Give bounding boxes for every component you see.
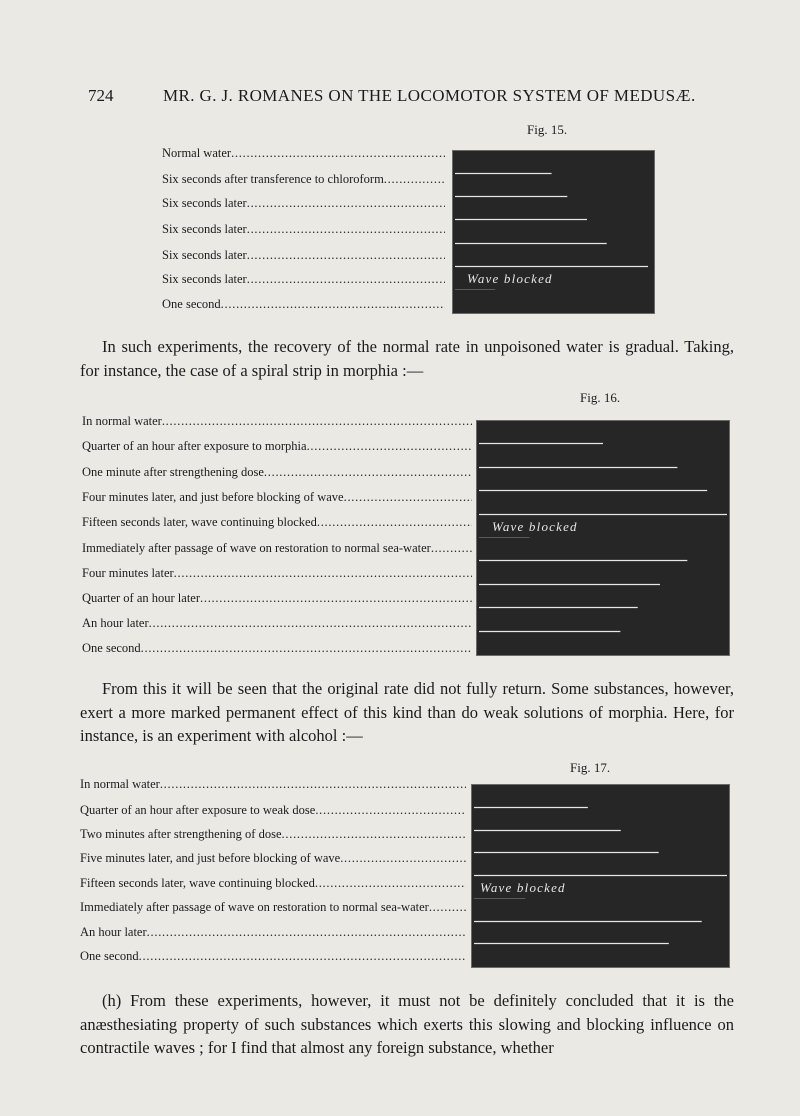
fig15-label: Fig. 15. (527, 122, 568, 137)
fig15-row: Six seconds after transference to chloroform . . . (162, 171, 445, 188)
fig15-row: Normal water . . . (162, 145, 445, 162)
fig17-traces (472, 785, 729, 967)
fig17-trace-panel (471, 784, 730, 968)
fig16-traces (477, 421, 729, 655)
fig17-row: Fifteen seconds later, wave continuing blocked . . . (80, 875, 466, 892)
fig17-row: Two minutes after strengthening of dose . . . (80, 826, 466, 843)
fig15-traces (453, 151, 654, 313)
fig17-row: Five minutes later, and just before blocking of wave . . . (80, 850, 466, 867)
fig15-row: Six seconds later . . . (162, 221, 445, 238)
fig17-row: Immediately after passage of wave on restoration to normal sea-water . . . (80, 899, 466, 916)
fig15-row: Six seconds later . . . (162, 195, 445, 212)
fig16-row: One second . . . (82, 640, 472, 657)
running-title: MR. G. J. ROMANES ON THE LOCOMOTOR SYSTEM OF MEDUSÆ. (163, 86, 696, 105)
fig15-row: Six seconds later . . . (162, 247, 445, 264)
fig17-label: Fig. 17. (570, 760, 611, 775)
fig16-row: One minute after strengthening dose . . . (82, 464, 472, 481)
paragraph-alcohol: From this it will be seen that the original rate did not fully return. Some substances, however, exert a more marked permanent effect of this kind than do weak solutions of morphia. Here, for instance, is an experiment with alcohol :— (80, 679, 734, 745)
fig16-row: Fifteen seconds later, wave continuing blocked . . . (82, 514, 472, 531)
fig17-row: An hour later . . . (80, 924, 466, 941)
page-number: 724 (88, 86, 114, 105)
fig15-trace-panel (452, 150, 655, 314)
fig16-row: Four minutes later . . . (82, 565, 472, 582)
fig17-row: Quarter of an hour after exposure to weak dose . . . (80, 802, 466, 819)
fig16-row: An hour later . . . (82, 615, 472, 632)
fig16-row: Immediately after passage of wave on restoration to normal sea-water . . . (82, 540, 472, 557)
fig15-row: One second . . . (162, 296, 445, 313)
fig16-label: Fig. 16. (580, 390, 621, 405)
fig17-wave-blocked-annotation: Wave blocked (480, 880, 566, 895)
paragraph-recovery: In such experiments, the recovery of the normal rate in unpoisoned water is gradual. Taking, for instance, the case of a spiral strip in morphia :— (80, 337, 734, 380)
fig16-trace-panel (476, 420, 730, 656)
fig17-row: One second . . . (80, 948, 466, 965)
fig16-row: Four minutes later, and just before blocking of wave . . . (82, 489, 472, 506)
fig16-row: Quarter of an hour after exposure to morphia . . . (82, 438, 472, 455)
fig16-row: In normal water . . . (82, 413, 472, 430)
fig16-row: Quarter of an hour later . . . (82, 590, 472, 607)
fig17-row: In normal water . . . (80, 776, 466, 793)
fig15-wave-blocked-annotation: Wave blocked (467, 271, 553, 286)
fig16-wave-blocked-annotation: Wave blocked (492, 519, 578, 534)
fig15-row: Six seconds later . . . (162, 271, 445, 288)
paragraph-anaesthesia: (h) From these experiments, however, it must not be definitely concluded that it is the anæsthesiating property of such substances which exerts this slowing and blocking influence on contractile waves ; for I find that almost any foreign substance, whether (80, 991, 734, 1057)
